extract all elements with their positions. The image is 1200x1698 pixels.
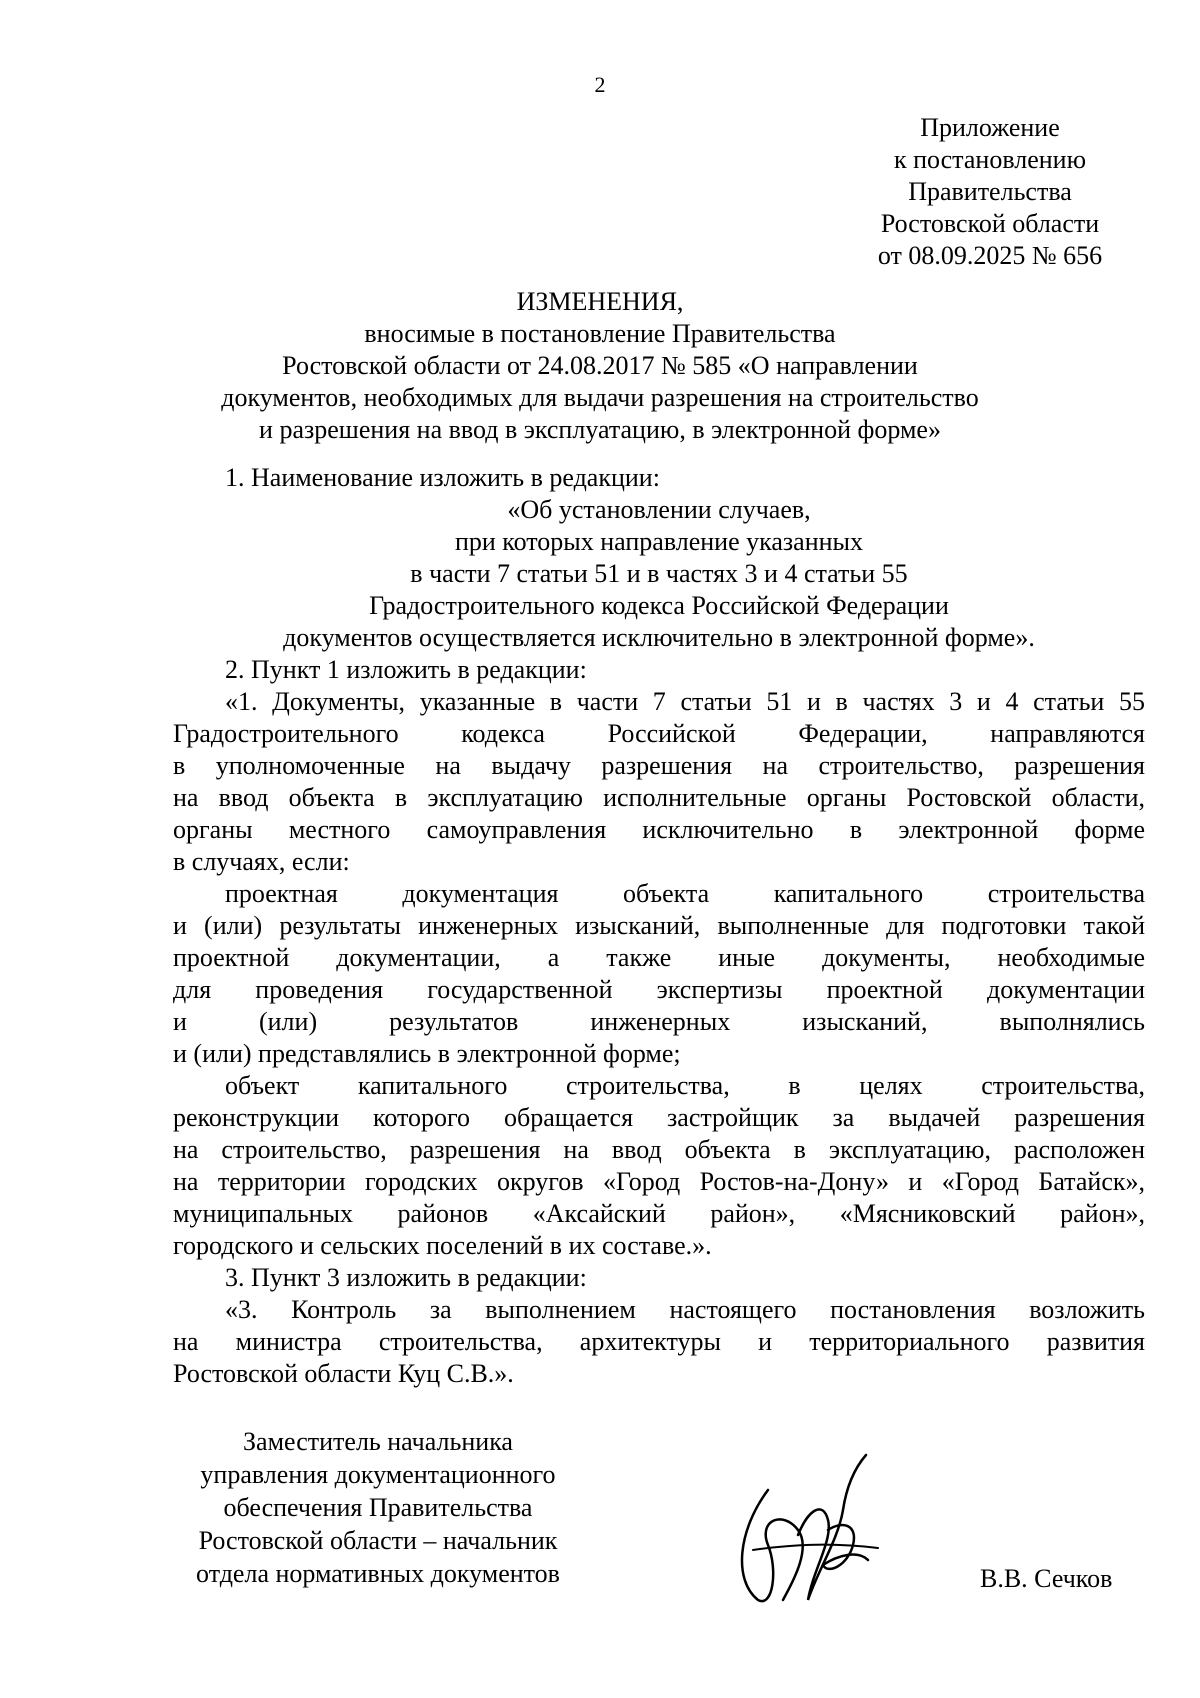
item2-para3-line: объект капитального строительства, в целях строительства, [225,1071,1145,1100]
item1-intro: 1. Наименование изложить в редакции: [225,463,660,492]
item2-para1-line: «1. Документы, указанные в части 7 статьи 51 и в частях 3 и 4 статьи 55 [225,687,1145,716]
title-line: вносимые в постановление Правительства [364,319,836,348]
appendix-line: к постановлению [893,145,1087,174]
item2-para2-line: для проведения государственной экспертизы проектной документации [173,975,1145,1004]
appendix-line: Правительства [908,177,1072,206]
item1-quote-line: в части 7 статьи 51 и в частях 3 и 4 статьи 55 [410,559,908,588]
item2-para1-line: в уполномоченные на выдачу разрешения на строительство, разрешения [173,751,1145,780]
item1-quote-line: «Об установлении случаев, [507,495,811,524]
item3-para-line: «3. Контроль за выполнением настоящего постановления возложить [225,1295,1145,1324]
item3-para-line: Ростовской области Куц С.В.». [173,1359,514,1388]
item2-para3-line: муниципальных районов «Аксайский район», «Мясниковский район», [173,1199,1145,1228]
signatory-position-line: отдела нормативных документов [196,1559,560,1588]
title-line: и разрешения на ввод в эксплуатацию, в электронной форме» [259,415,941,444]
item1-quote-line: Градостроительного кодекса Российской Федерации [369,591,949,620]
title-line: Ростовской области от 24.08.2017 № 585 «О направлении [282,351,918,380]
item2-para1-line: органы местного самоуправления исключительно в электронной форме [173,815,1145,844]
item2-para2-line: проектная документация объекта капитального строительства [225,879,1145,908]
signatory-position-line: обеспечения Правительства [223,1493,533,1522]
item2-para3-line: на территории городских округов «Город Ростов-на-Дону» и «Город Батайск», [173,1167,1145,1196]
page-number: 2 [594,72,606,97]
item2-para1-line: в случаях, если: [173,847,350,876]
document-title [180,286,1020,446]
signatory-name: В.В. Сечков [980,1564,1113,1593]
item1-quote-line: при которых направление указанных [454,527,864,556]
document-body [173,462,1145,1390]
title-heading: ИЗМЕНЕНИЯ, [516,287,684,316]
item3-intro: 3. Пункт 3 изложить в редакции: [225,1263,587,1292]
item2-intro: 2. Пункт 1 изложить в редакции: [225,655,587,684]
signatory-position-line: Ростовской области – начальник [198,1526,558,1555]
item2-para2-line: и (или) представлялись в электронной форме; [173,1039,681,1068]
item3-para-line: на министра строительства, архитектуры и территориального развития [173,1327,1145,1356]
item2-para3-line: реконструкции которого обращается застройщик за выдачей разрешения [173,1103,1145,1132]
item2-para3-line: городского и сельских поселений в их составе.». [173,1231,712,1260]
item2-para1-line: на ввод объекта в эксплуатацию исполнительные органы Ростовской области, [173,783,1145,812]
title-line: документов, необходимых для выдачи разрешения на строительство [221,383,979,412]
appendix-line: Приложение [920,113,1060,142]
item2-para2-line: проектной документации, а также иные документы, необходимые [173,943,1145,972]
item2-para1-line: Градостроительного кодекса Российской Федерации, направляются [173,719,1145,748]
item2-para2-line: и (или) результатов инженерных изысканий, выполнялись [173,1007,1145,1036]
signatory-position-line: Заместитель начальника [243,1427,513,1456]
item1-quote-line: документов осуществляется исключительно в электронной форме». [283,623,1035,652]
signatory-position [168,1425,588,1590]
handwritten-signature [728,1450,888,1610]
item2-para3-line: на строительство, разрешения на ввод объекта в эксплуатацию, расположен [173,1135,1145,1164]
signatory-position-line: управления документационного [200,1460,556,1489]
appendix-block [840,112,1140,272]
appendix-line: от 08.09.2025 № 656 [877,241,1103,270]
item2-para2-line: и (или) результаты инженерных изысканий, выполненные для подготовки такой [173,911,1145,940]
appendix-line: Ростовской области [880,209,1100,238]
